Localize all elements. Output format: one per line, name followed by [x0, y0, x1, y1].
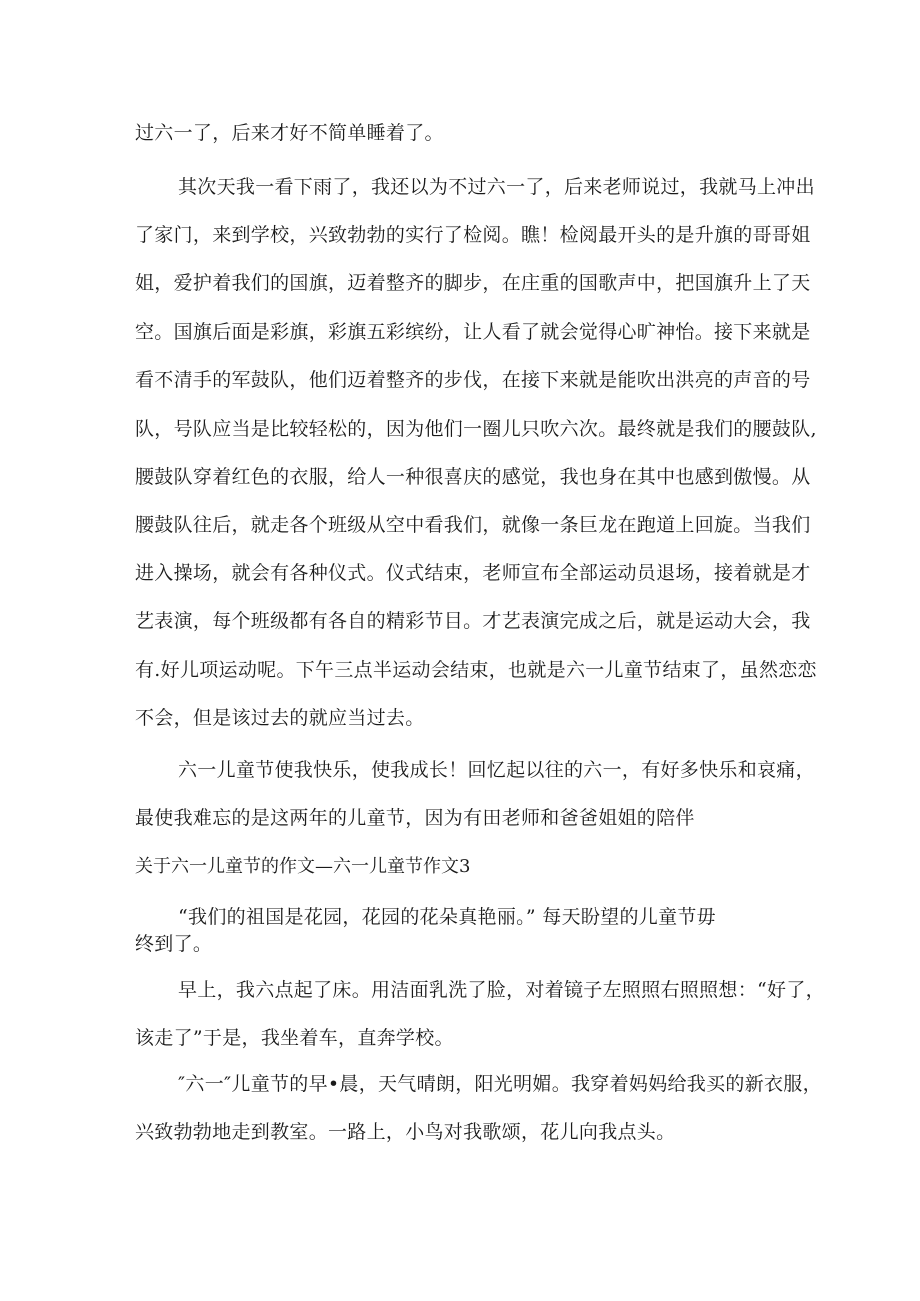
text-line: 早上，我六点起了床。用洁面乳洗了脸，对着镜子左照照右照照想：“好了， — [178, 979, 825, 1001]
text-line: ″六一″儿童节的早•晨，天气晴朗，阳光明媚。我穿着妈妈给我买的新衣服， — [178, 1073, 822, 1095]
text-line: 不会，但是该过去的就应当过去。 — [135, 707, 425, 729]
text-line: 过六一了，后来才好不简单睡着了。 — [135, 122, 444, 144]
text-line: 六一儿童节使我快乐，使我成长！回忆起以往的六一，有好多快乐和哀痛， — [178, 759, 815, 781]
text-line: 队，号队应当是比较轻松的，因为他们一圈儿只吹六次。最终就是我们的腰鼓队, — [135, 418, 817, 440]
text-line: 兴致勃勃地走到教室。一路上，小鸟对我歌颂，花儿向我点头。 — [135, 1121, 676, 1143]
text-line: 腰鼓队往后，就走各个班级从空中看我们，就像一条巨龙在跑道上回旋。当我们 — [135, 514, 811, 536]
text-line: 艺表演，每个班级都有各自的精彩节目。才艺表演完成之后，就是运动大会，我 — [135, 610, 811, 632]
text-line: 姐，爱护着我们的国旗，迈着整齐的脚步，在庄重的国歌声中，把国旗升上了天 — [135, 272, 811, 294]
text-line: 该走了”于是，我坐着车，直奔学校。 — [135, 1027, 454, 1049]
text-line: 空。国旗后面是彩旗，彩旗五彩缤纷，让人看了就会觉得心旷神怡。接下来就是 — [135, 321, 811, 343]
text-line: 最使我难忘的是这两年的儿童节，因为有田老师和爸爸姐姐的陪伴 — [135, 807, 695, 829]
text-line: 腰鼓队穿着红色的衣服，给人一种很喜庆的感觉，我也身在其中也感到傲慢。从 — [135, 466, 811, 488]
text-line: 有.好儿项运动呢。下午三点半运动会结束，也就是六一儿童节结束了，虽然恋恋 — [135, 659, 817, 681]
text-line: 终到了。 — [135, 933, 213, 955]
text-line: 进入操场，就会有各种仪式。仪式结束，老师宣布全部运动员退场，接着就是才 — [135, 562, 811, 584]
section-heading: 关于六一儿童节的作文—六一儿童节作文3 — [135, 856, 471, 877]
text-line: 其次天我一看下雨了，我还以为不过六一了，后来老师说过，我就马上冲出 — [178, 176, 815, 198]
text-line: “我们的祖国是花园，花园的花朵真艳丽。” 每天盼望的儿童节毋 — [178, 906, 716, 928]
text-line: 了家门，来到学校，兴致勃勃的实行了检阅。瞧！检阅最开头的是升旗的哥哥姐 — [135, 224, 811, 246]
text-line: 看不清手的军鼓队，他们迈着整齐的步伐，在接下来就是能吹出洪亮的声音的号 — [135, 369, 811, 391]
